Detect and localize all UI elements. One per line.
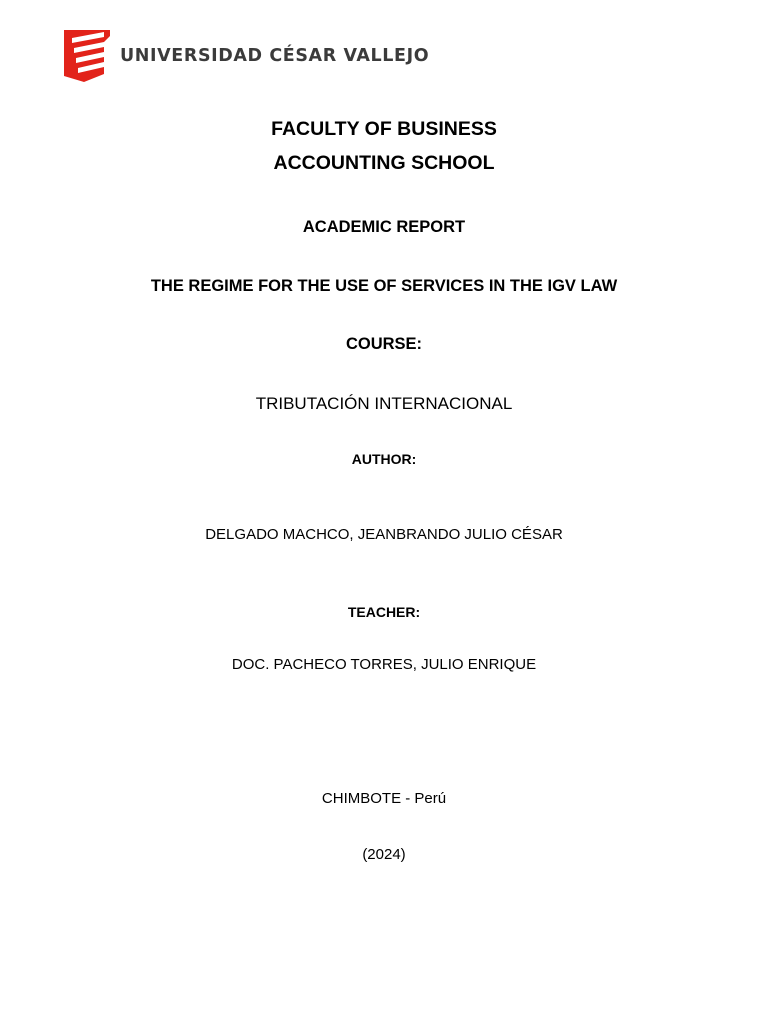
year: (2024) — [362, 846, 406, 863]
university-logo — [64, 30, 429, 82]
faculty-heading: FACULTY OF BUSINESS — [271, 118, 497, 140]
document-type: ACADEMIC REPORT — [302, 218, 466, 236]
author-label: AUTHOR: — [351, 451, 417, 467]
university-crest-icon — [64, 30, 110, 82]
school-heading: ACCOUNTING SCHOOL — [273, 152, 495, 174]
course-name: TRIBUTACIÓN INTERNACIONAL — [255, 394, 513, 413]
teacher-label: TEACHER: — [347, 604, 421, 620]
place: CHIMBOTE - Perú — [321, 790, 447, 807]
report-title: THE REGIME FOR THE USE OF SERVICES IN THE IGV LAW — [150, 277, 618, 295]
university-name: UNIVERSIDAD CÉSAR VALLEJO — [120, 46, 430, 66]
course-label: COURSE: — [345, 335, 423, 353]
teacher-name: DOC. PACHECO TORRES, JULIO ENRIQUE — [231, 656, 537, 673]
author-name: DELGADO MACHCO, JEANBRANDO JULIO CÉSAR — [205, 526, 563, 543]
